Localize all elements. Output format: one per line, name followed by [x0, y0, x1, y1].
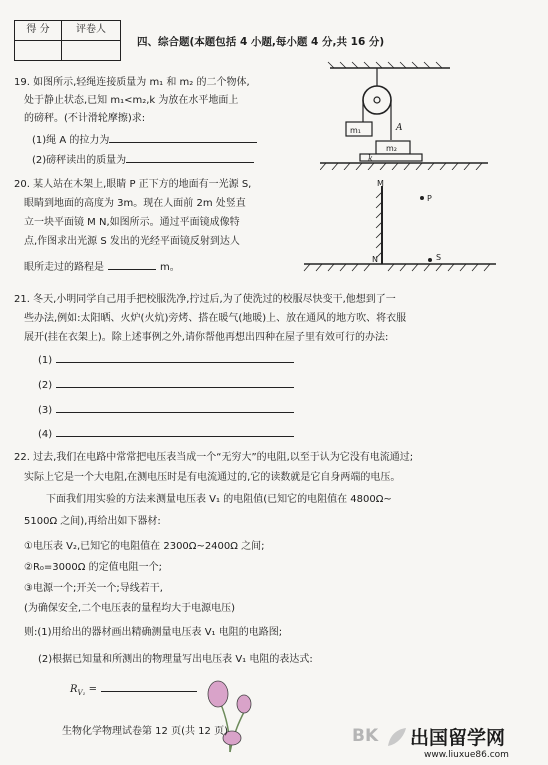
site-name-watermark: 出国留学网	[410, 727, 506, 749]
q19-line2: 处于静止状态,已知 m₁<m₂,k 为放在水平地面上	[24, 95, 239, 106]
q22-line4: 5100Ω 之间),再给出如下器材:	[24, 516, 161, 527]
bk-watermark: BK	[352, 726, 379, 746]
q21-line2: 些办法,例如:太阳晒、火炉(火炕)旁烤、搭在暖气(地暖)上、放在通风的地方吹、将衣服	[24, 313, 407, 324]
scale-k-label: k	[368, 154, 373, 163]
q22-ask2: (2)根据已知量和所测出的物理量写出电压表 V₁ 电阻的表达式:	[38, 654, 313, 665]
m1-label: m₁	[350, 126, 361, 135]
score-label: 得 分	[15, 21, 62, 41]
q19-part1	[32, 135, 257, 148]
q20-line3: 立一块平面镜 M N,如图所示。通过平面镜成像特	[24, 217, 240, 228]
light-source-point	[428, 258, 432, 262]
q20-unit: m。	[160, 262, 180, 273]
flower-decoration	[200, 672, 260, 754]
q21-item-3-label: (3)	[38, 405, 53, 416]
formula-equals: =	[85, 684, 97, 695]
q21-item-1-label: (1)	[38, 355, 53, 366]
q19-answer1-blank[interactable]	[109, 142, 257, 143]
q21-item-4	[38, 429, 294, 442]
formula-subscript: V₁	[77, 689, 86, 697]
mirror-n-label: N	[372, 255, 378, 264]
section-title: 四、综合题(本题包括 4 小题,每小题 4 分,共 16 分)	[137, 36, 385, 48]
q21-item-1	[38, 355, 294, 368]
q20-line4: 点,作图求出光源 S 发出的光经平面镜反射到达人	[24, 236, 240, 247]
q22-formula	[70, 684, 197, 698]
q22-ask1: 则:(1)用给出的器材画出精确测量电压表 V₁ 电阻的电路图;	[24, 627, 283, 638]
site-url-watermark: www.liuxue86.com	[424, 750, 509, 760]
q19-part2-text: (2)磅秤读出的质量为	[32, 155, 127, 166]
score-cell	[15, 41, 62, 61]
q20-line2: 眼睛到地面的高度为 3m。现在人面前 2m 处竖直	[24, 198, 246, 209]
eye-point	[420, 196, 424, 200]
q21-answer-1-blank[interactable]	[56, 362, 294, 363]
q21-item-4-label: (4)	[38, 429, 53, 440]
score-box	[14, 20, 121, 61]
rope-a-label: A	[396, 123, 403, 133]
q19-line1: 19. 如图所示,轻绳连接质量为 m₁ 和 m₂ 的二个物体,	[14, 77, 250, 88]
m2-label: m₂	[386, 144, 397, 153]
q21-answer-3-blank[interactable]	[56, 412, 294, 413]
q22-line3: 下面我们用实验的方法来测量电压表 V₁ 的电阻值(已知它的电阻值在 4800Ω~	[46, 494, 392, 505]
q19-line3: 的磅秤。(不计滑轮摩擦)求:	[24, 113, 146, 124]
q21-item-2-label: (2)	[38, 380, 53, 391]
q20-line5	[24, 262, 180, 275]
q22-item2: ②R₀=3000Ω 的定值电阻一个;	[24, 562, 162, 573]
q22-item4: (为确保安全,二个电压表的量程均大于电源电压)	[24, 603, 235, 614]
q21-item-3	[38, 405, 294, 418]
q19-part2	[32, 155, 254, 168]
q20-line1: 20. 某人站在木架上,眼睛 P 正下方的地面有一光源 S,	[14, 179, 252, 190]
q22-item1: ①电压表 V₂,已知它的电阻值在 2300Ω~2400Ω 之间;	[24, 541, 265, 552]
q19-part1-text: (1)绳 A 的拉力为	[32, 135, 110, 146]
source-s-label: S	[436, 253, 442, 262]
q22-answer-blank[interactable]	[101, 691, 197, 692]
q19-answer2-blank[interactable]	[126, 162, 254, 163]
q22-line1: 22. 过去,我们在电路中常常把电压表当成一个“无穷大”的电阻,以至于认为它没有电流通过;	[14, 452, 414, 463]
grader-label: 评卷人	[62, 21, 121, 41]
q21-answer-2-blank[interactable]	[56, 387, 294, 388]
q20-answer-blank[interactable]	[108, 269, 156, 270]
formula-r: R	[70, 684, 78, 695]
leaf-logo-icon	[384, 726, 408, 750]
q21-answer-4-blank[interactable]	[56, 436, 294, 437]
q21-item-2	[38, 380, 294, 393]
mirror-m-label: M	[377, 179, 384, 188]
mirror-figure	[300, 176, 500, 276]
q22-line2: 实际上它是一个大电阻,在测电压时是有电流通过的,它的读数就是它自身两端的电压。	[24, 472, 401, 483]
q22-item3: ③电源一个;开关一个;导线若干,	[24, 583, 163, 594]
q21-line1: 21. 冬天,小明同学自己用手把校服洗净,拧过后,为了使洗过的校服尽快变干,他想到了一	[14, 294, 396, 305]
eye-p-label: P	[427, 194, 432, 203]
pulley-figure	[320, 60, 490, 170]
q21-line3: 展开(挂在衣架上)。除上述事例之外,请你帮他再想出四种在屋子里有效可行的办法:	[24, 332, 389, 343]
grader-cell	[62, 41, 121, 61]
q20-line5-text: 眼所走过的路程是	[24, 262, 104, 273]
page-footer: 生物化学物理试卷第 12 页(共 12 页)	[62, 726, 228, 737]
